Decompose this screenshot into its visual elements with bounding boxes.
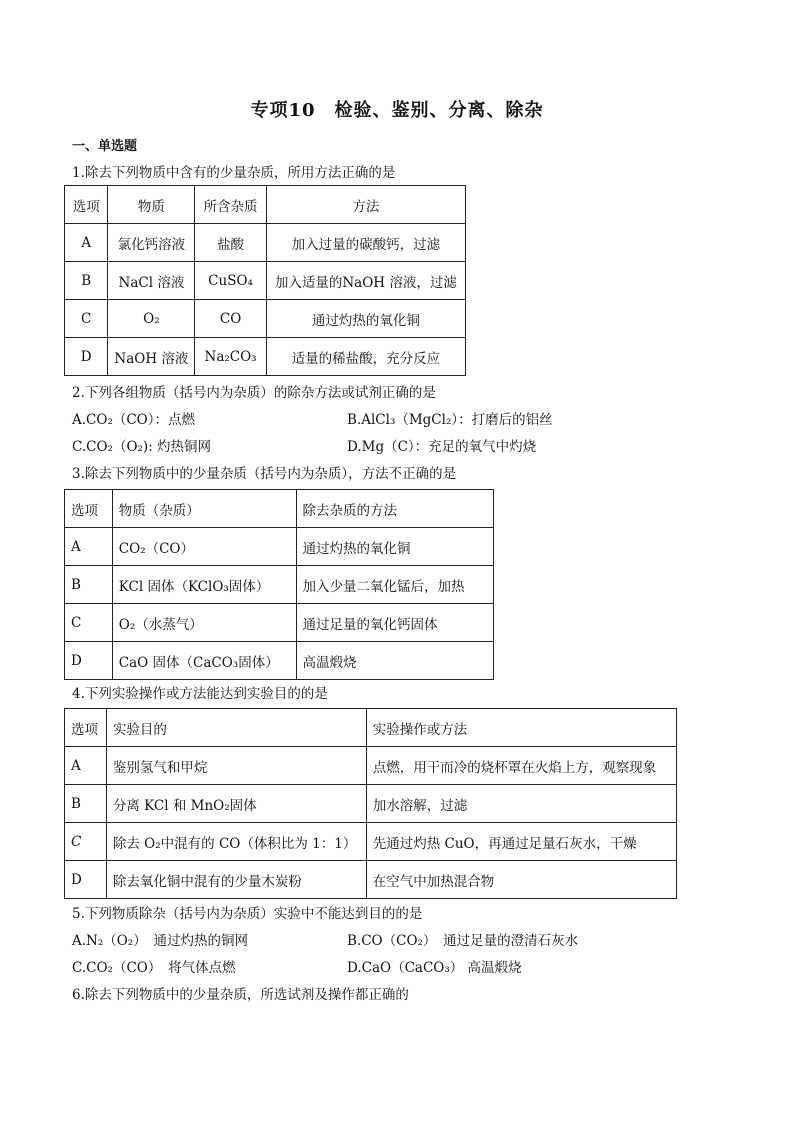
header-cell: 实验操作或方法 bbox=[366, 709, 676, 747]
table-cell: 通过足量的氧化钙固体 bbox=[296, 604, 493, 642]
option-a: A.CO₂（CO）：点燃 bbox=[72, 412, 195, 428]
table-row bbox=[65, 642, 494, 680]
table-cell: A bbox=[65, 224, 108, 262]
header-cell: 实验目的 bbox=[106, 709, 366, 747]
table-cell: CO bbox=[195, 300, 266, 338]
question-6-stem: 6.除去下列物质中的少量杂质，所选试剂及操作都正确的 bbox=[72, 987, 409, 1003]
section-heading: 一、单选题 bbox=[72, 139, 138, 154]
table-header-row bbox=[65, 709, 677, 747]
table-cell: 除去氧化铜中混有的少量木炭粉 bbox=[106, 861, 366, 899]
table-cell: A bbox=[65, 528, 113, 566]
option-b: B.CO（CO₂） 通过足量的澄清石灰水 bbox=[347, 933, 579, 949]
table-cell: 通过灼热的氧化铜 bbox=[266, 300, 465, 338]
table-cell: 鉴别氢气和甲烷 bbox=[106, 747, 366, 785]
table-cell: 适量的稀盐酸，充分反应 bbox=[266, 338, 465, 376]
table-cell: 加入适量的NaOH 溶液，过滤 bbox=[266, 262, 465, 300]
question-1-stem: 1.除去下列物质中含有的少量杂质，所用方法正确的是 bbox=[72, 165, 396, 181]
option-d: D.CaO（CaCO₃） 高温煅烧 bbox=[347, 960, 522, 976]
table-cell: Na₂CO₃ bbox=[195, 338, 266, 376]
question-3-table bbox=[64, 489, 494, 680]
header-cell: 除去杂质的方法 bbox=[296, 490, 493, 528]
table-cell: 盐酸 bbox=[195, 224, 266, 262]
table-cell: CO₂（CO） bbox=[112, 528, 296, 566]
table-row bbox=[65, 785, 677, 823]
option-c: C.CO₂（O₂): 灼热铜网 bbox=[72, 439, 212, 455]
table-cell: B bbox=[65, 785, 107, 823]
page-title: 专项10 检验、鉴别、分离、除杂 bbox=[250, 100, 544, 121]
table-row bbox=[65, 823, 677, 861]
table-cell: NaOH 溶液 bbox=[108, 338, 195, 376]
table-cell: C bbox=[65, 823, 107, 861]
table-cell: D bbox=[65, 861, 107, 899]
header-cell: 选项 bbox=[65, 709, 107, 747]
option-a: A.N₂（O₂） 通过灼热的铜网 bbox=[72, 933, 248, 949]
table-cell: O₂（水蒸气） bbox=[112, 604, 296, 642]
option-b: B.AlCl₃（MgCl₂）：打磨后的铝丝 bbox=[347, 412, 553, 428]
table-cell: 高温煅烧 bbox=[296, 642, 493, 680]
table-cell: CuSO₄ bbox=[195, 262, 266, 300]
table-cell: B bbox=[65, 262, 108, 300]
table-cell: 除去 O₂中混有的 CO（体积比为 1：1） bbox=[106, 823, 366, 861]
table-cell: 加水溶解，过滤 bbox=[366, 785, 676, 823]
question-4-table bbox=[64, 708, 677, 899]
header-cell: 方法 bbox=[266, 186, 465, 224]
table-cell: 分离 KCl 和 MnO₂固体 bbox=[106, 785, 366, 823]
table-cell: 在空气中加热混合物 bbox=[366, 861, 676, 899]
table-row bbox=[65, 566, 494, 604]
table-cell: 氯化钙溶液 bbox=[108, 224, 195, 262]
header-cell: 物质 bbox=[108, 186, 195, 224]
table-row bbox=[65, 528, 494, 566]
table-cell: 点燃，用干而冷的烧杯罩在火焰上方，观察现象 bbox=[366, 747, 676, 785]
table-cell: C bbox=[65, 604, 113, 642]
table-row bbox=[65, 604, 494, 642]
question-3-stem: 3.除去下列物质中的少量杂质（括号内为杂质），方法不正确的是 bbox=[72, 466, 457, 482]
table-cell: B bbox=[65, 566, 113, 604]
table-cell: CaO 固体（CaCO₃固体） bbox=[112, 642, 296, 680]
question-2-stem: 2.下列各组物质（括号内为杂质）的除杂方法或试剂正确的是 bbox=[72, 385, 436, 401]
table-cell: KCl 固体（KClO₃固体） bbox=[112, 566, 296, 604]
table-cell: O₂ bbox=[108, 300, 195, 338]
table-cell: D bbox=[65, 338, 108, 376]
option-c: C.CO₂（CO） 将气体点燃 bbox=[72, 960, 236, 976]
table-row bbox=[65, 747, 677, 785]
question-1-table bbox=[64, 185, 466, 376]
option-d: D.Mg（C）：充足的氧气中灼烧 bbox=[347, 439, 537, 455]
table-cell: 加入过量的碳酸钙，过滤 bbox=[266, 224, 465, 262]
table-cell: 加入少量二氧化锰后，加热 bbox=[296, 566, 493, 604]
table-row bbox=[65, 262, 466, 300]
table-cell: C bbox=[65, 300, 108, 338]
table-header-row bbox=[65, 186, 466, 224]
question-4-stem: 4.下列实验操作或方法能达到实验目的的是 bbox=[72, 686, 328, 702]
table-row bbox=[65, 861, 677, 899]
table-row bbox=[65, 338, 466, 376]
table-row bbox=[65, 224, 466, 262]
header-cell: 所含杂质 bbox=[195, 186, 266, 224]
table-cell: 通过灼热的氧化铜 bbox=[296, 528, 493, 566]
table-cell: A bbox=[65, 747, 107, 785]
table-header-row bbox=[65, 490, 494, 528]
table-row bbox=[65, 300, 466, 338]
header-cell: 选项 bbox=[65, 490, 113, 528]
table-cell: 先通过灼热 CuO，再通过足量石灰水，干燥 bbox=[366, 823, 676, 861]
question-5-stem: 5.下列物质除杂（括号内为杂质）实验中不能达到目的的是 bbox=[72, 906, 423, 922]
table-cell: NaCl 溶液 bbox=[108, 262, 195, 300]
header-cell: 物质（杂质） bbox=[112, 490, 296, 528]
table-cell: D bbox=[65, 642, 113, 680]
header-cell: 选项 bbox=[65, 186, 108, 224]
